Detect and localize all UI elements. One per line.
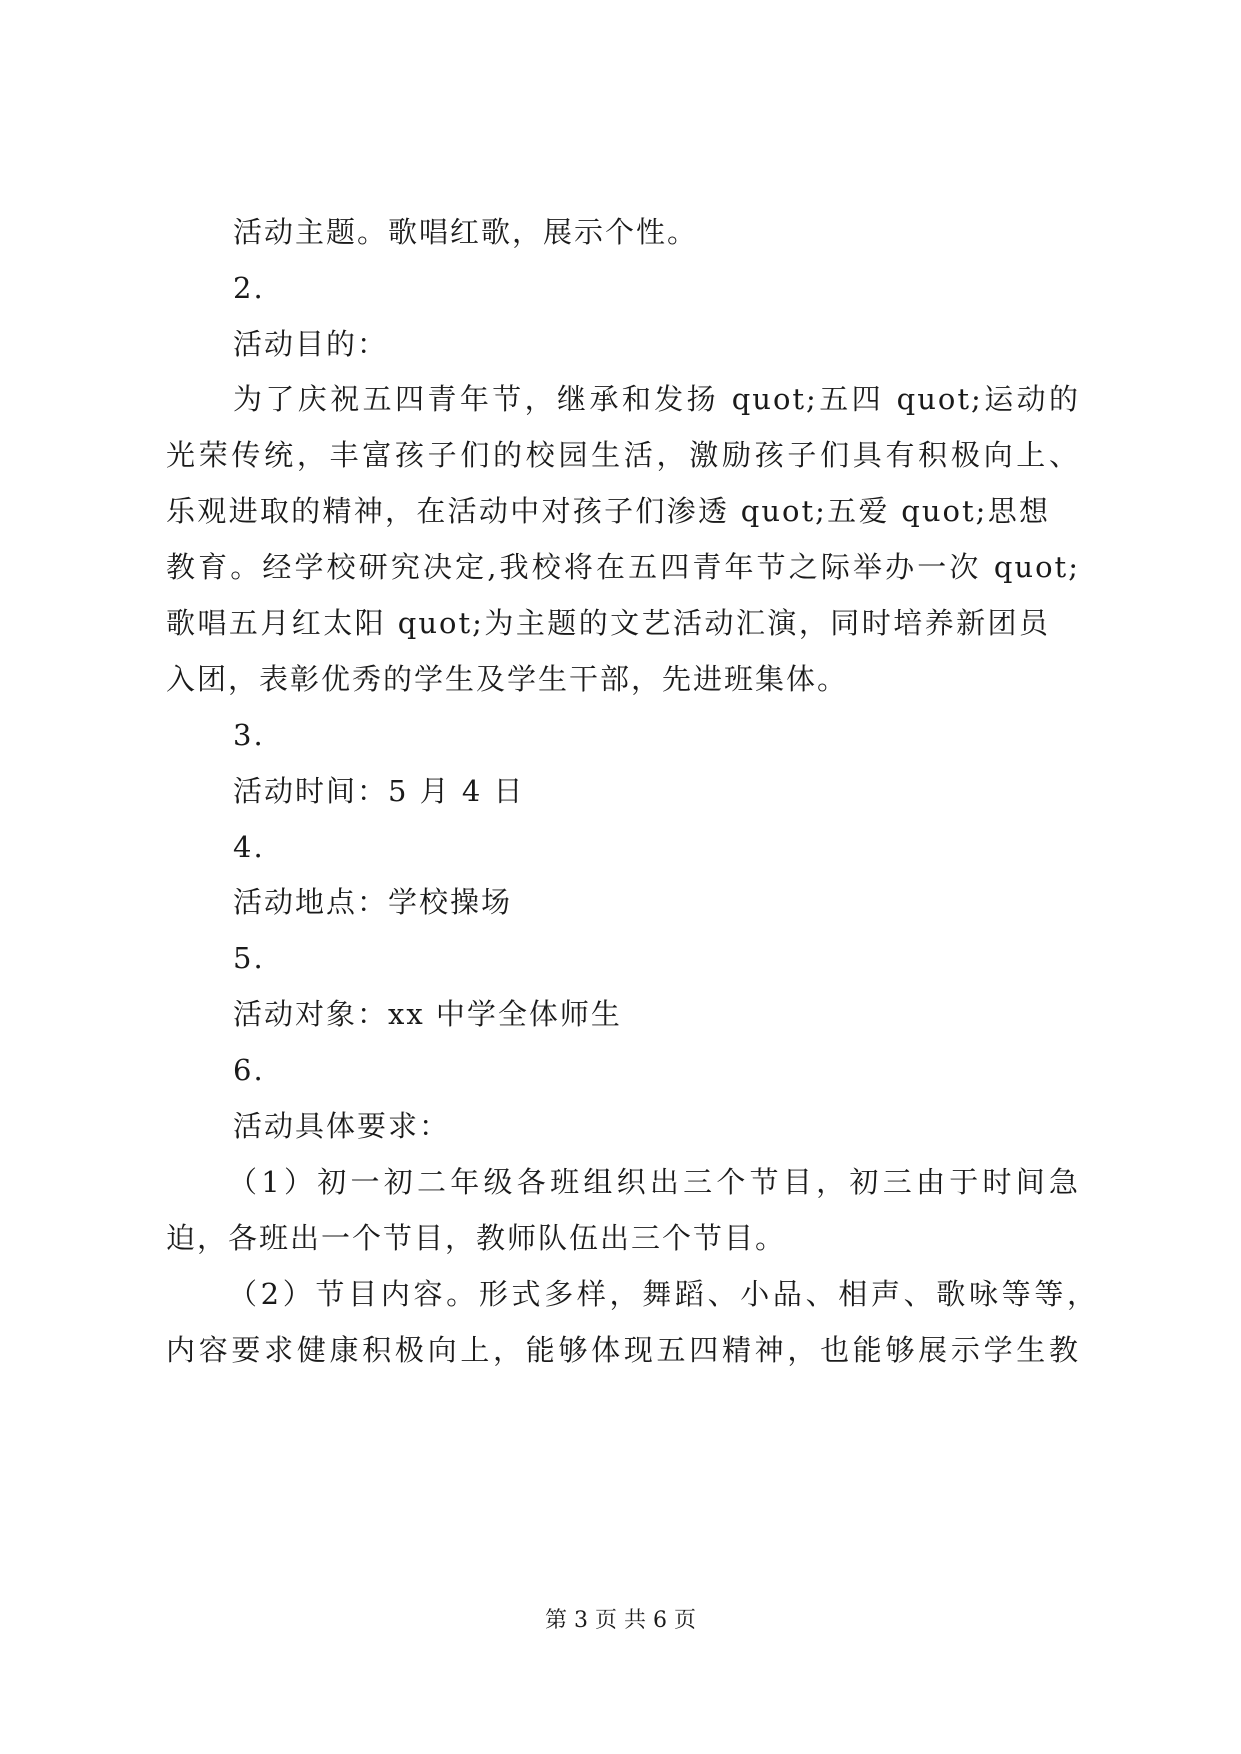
paragraph-line: 歌唱五月红太阳 quot;为主题的文艺活动汇演，同时培养新团员 — [166, 606, 1050, 640]
paragraph-line: 内容要求健康积极向上，能够体现五四精神，也能够展示学生教 — [166, 1333, 1080, 1367]
section-number: 6. — [233, 1053, 265, 1087]
section-number: 3. — [233, 718, 265, 752]
text-line: 活动目的： — [233, 327, 389, 361]
text-line: 活动对象：xx 中学全体师生 — [233, 997, 622, 1031]
text-line: 活动地点：学校操场 — [233, 885, 513, 919]
section-number: 5. — [233, 941, 265, 975]
paragraph-line: 迫，各班出一个节目，教师队伍出三个节目。 — [166, 1221, 787, 1255]
paragraph-line: 入团，表彰优秀的学生及学生干部，先进班集体。 — [166, 662, 849, 696]
text-line: 活动具体要求： — [233, 1109, 451, 1143]
paragraph-line: 为了庆祝五四青年节，继承和发扬 quot;五四 quot;运动的 — [233, 382, 1080, 416]
paragraph-line: 乐观进取的精神，在活动中对孩子们渗透 quot;五爱 quot;思想 — [166, 494, 1050, 528]
text-line: 活动时间：5 月 4 日 — [233, 774, 525, 808]
section-number: 4. — [233, 830, 265, 864]
paragraph-line: （1）初一初二年级各班组织出三个节目，初三由于时间急 — [228, 1165, 1080, 1199]
page-footer — [0, 1606, 1241, 1636]
paragraph-line: 光荣传统，丰富孩子们的校园生活，激励孩子们具有积极向上、 — [166, 438, 1080, 472]
paragraph-line: （2）节目内容。形式多样，舞蹈、小品、相声、歌咏等等， — [228, 1277, 1098, 1311]
paragraph-line: 教育。经学校研究决定,我校将在五四青年节之际举办一次 quot; — [166, 550, 1080, 584]
text-line: 活动主题。歌唱红歌，展示个性。 — [233, 215, 699, 249]
section-number: 2. — [233, 271, 265, 305]
page-number-label: 第 3 页 共 6 页 — [545, 1608, 696, 1633]
